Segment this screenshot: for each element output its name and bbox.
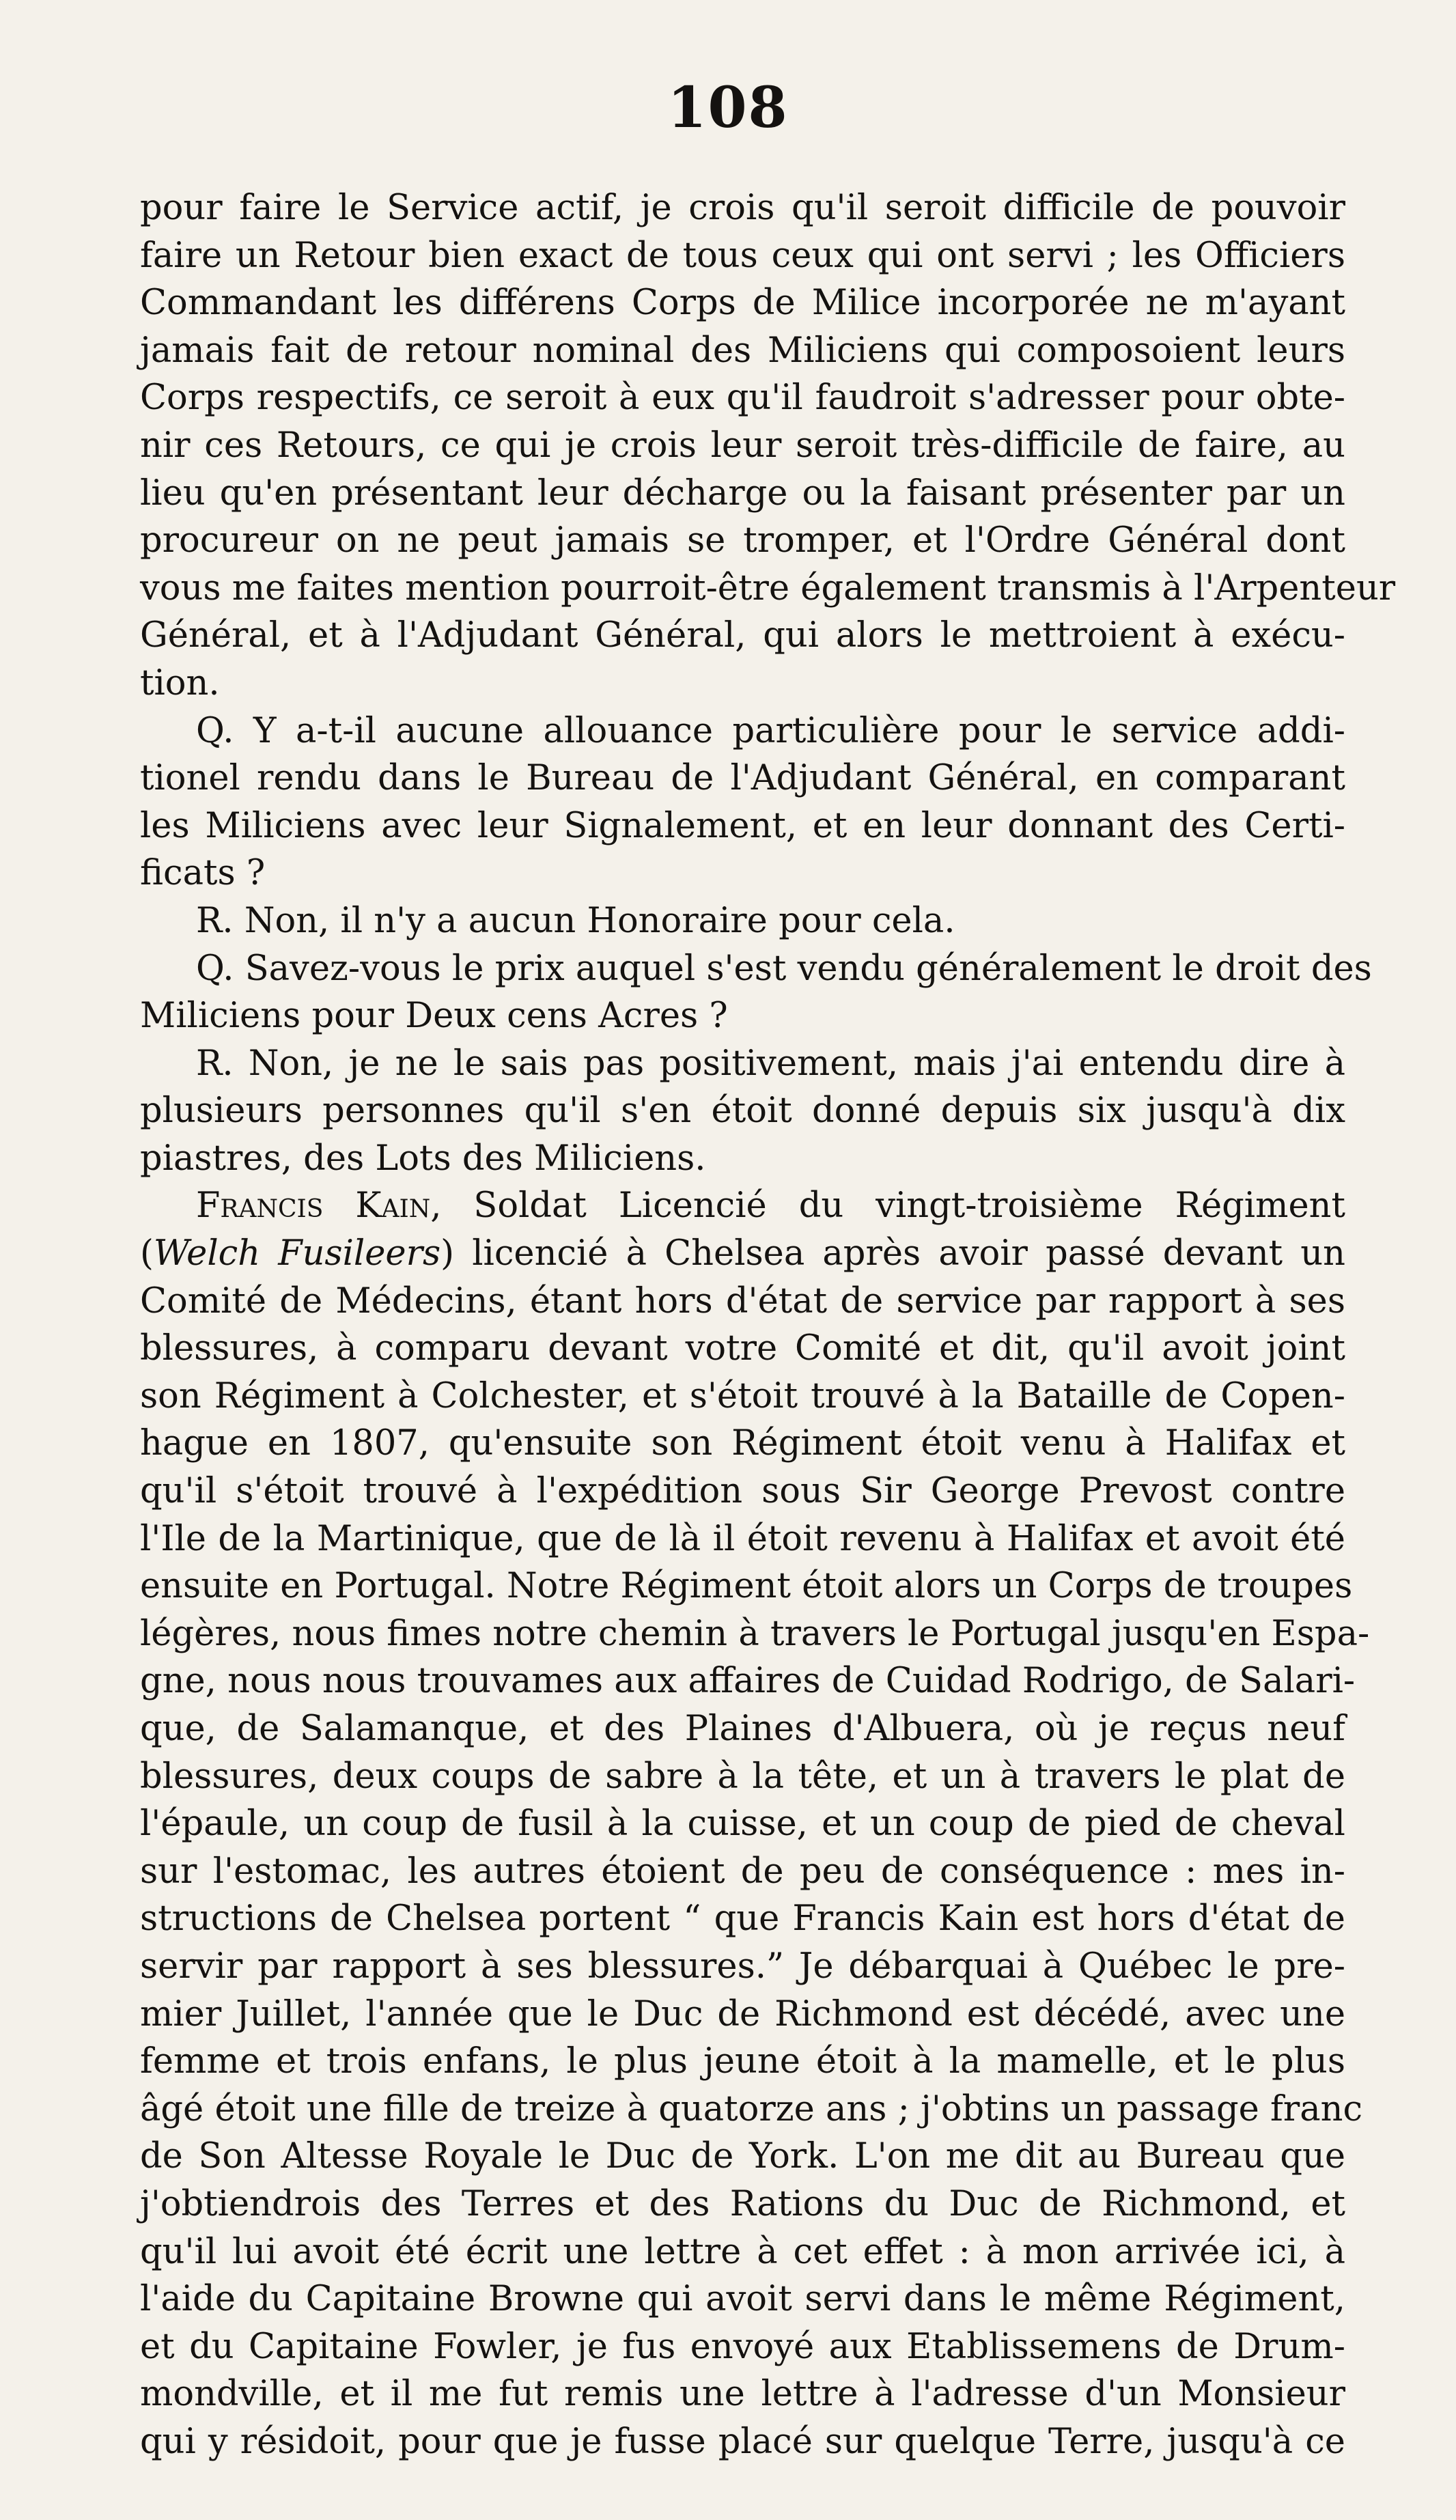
answer-line: R. Non, je ne le sais pas positivement, mais j'ai entendu dire à bbox=[196, 1043, 1345, 1084]
text-line: piastres, des Lots des Miliciens. bbox=[140, 1138, 706, 1179]
text-line: et du Capitaine Fowler, je fus envoyé aux Etablissemens de Drum- bbox=[140, 2326, 1345, 2367]
text-line: l'Ile de la Martinique, que de là il étoit revenu à Halifax et avoit été bbox=[140, 1518, 1345, 1559]
text-line: Comité de Médecins, étant hors d'état de service par rapport à ses bbox=[140, 1280, 1345, 1321]
text-line: servir par rapport à ses blessures.” Je débarquai à Québec le pre- bbox=[140, 1946, 1345, 1987]
text-line: gne, nous nous trouvames aux affaires de Cuidad Rodrigo, de Salari- bbox=[140, 1661, 1356, 1702]
text-segment: Soldat Licencié du vingt-troisième Régiment bbox=[473, 1186, 1346, 1227]
question-line: Q. Savez-vous le prix auquel s'est vendu généralement le droit des bbox=[196, 948, 1372, 989]
text-line: (Welch Fusileers) licencié à Chelsea après avoir passé devant un bbox=[140, 1233, 1346, 1274]
text-line: nir ces Retours, ce qui je crois leur seroit très-difficile de faire, au bbox=[140, 425, 1345, 466]
text-line: vous me faites mention pourroit-être également transmis à l'Arpenteur bbox=[140, 568, 1396, 608]
text-line: mier Juillet, l'année que le Duc de Richmond est décédé, avec une bbox=[140, 1993, 1345, 2034]
text-line: âgé étoit une fille de treize à quatorze ans ; j'obtins un passage franc bbox=[140, 2088, 1363, 2129]
text-line: son Régiment à Colchester, et s'étoit trouvé à la Bataille de Copen- bbox=[140, 1375, 1345, 1416]
text-line: Miliciens pour Deux cens Acres ? bbox=[140, 996, 728, 1037]
page-number: 108 bbox=[667, 75, 789, 141]
text-line: pour faire le Service actif, je crois qu'il seroit difficile de pouvoir bbox=[140, 188, 1345, 228]
text-line: faire un Retour bien exact de tous ceux qui ont servi ; les Officiers bbox=[140, 235, 1345, 276]
text-line: Général, et à l'Adjudant Général, qui alors le mettroient à exécu- bbox=[140, 615, 1345, 656]
text-line: tionel rendu dans le Bureau de l'Adjudant Général, en comparant bbox=[140, 758, 1345, 799]
text-line: femme et trois enfans, le plus jeune étoit à la mamelle, et le plus bbox=[140, 2041, 1345, 2082]
text-line: qu'il s'étoit trouvé à l'expédition sous Sir George Prevost contre bbox=[140, 1471, 1345, 1512]
text-line: qu'il lui avoit été écrit une lettre à cet effet : à mon arrivée ici, à bbox=[140, 2231, 1345, 2272]
text-line: de Son Altesse Royale le Duc de York. L'on me dit au Bureau que bbox=[140, 2136, 1345, 2177]
regiment-name: Welch Fusileers bbox=[153, 1233, 441, 1274]
text-line: l'épaule, un coup de fusil à la cuisse, et un coup de pied de cheval bbox=[140, 1804, 1345, 1845]
text-line: Commandant les différens Corps de Milice incorporée ne m'ayant bbox=[140, 283, 1345, 324]
text-line: j'obtiendrois des Terres et des Rations du Duc de Richmond, et bbox=[140, 2183, 1345, 2224]
text-segment: licencié à Chelsea après avoir passé devant un bbox=[472, 1233, 1346, 1274]
witness-name: Francis Kain, bbox=[196, 1186, 442, 1227]
text-line: structions de Chelsea portent “ que Francis Kain est hors d'état de bbox=[140, 1899, 1345, 1940]
text-line: blessures, à comparu devant votre Comité et dit, qu'il avoit joint bbox=[140, 1328, 1345, 1369]
text-line: jamais fait de retour nominal des Miliciens qui composoient leurs bbox=[140, 330, 1345, 371]
text-line: ficats ? bbox=[140, 853, 266, 894]
text-line: lieu qu'en présentant leur décharge ou la faisant présenter par un bbox=[140, 473, 1345, 514]
text-line: que, de Salamanque, et des Plaines d'Albuera, où je reçus neuf bbox=[140, 1709, 1345, 1749]
text-line: l'aide du Capitaine Browne qui avoit servi dans le même Régiment, bbox=[140, 2279, 1345, 2320]
text-line: les Miliciens avec leur Signalement, et en leur donnant des Certi- bbox=[140, 805, 1345, 846]
answer-line: R. Non, il n'y a aucun Honoraire pour cela. bbox=[196, 900, 955, 941]
text-line: ensuite en Portugal. Notre Régiment étoit alors un Corps de troupes bbox=[140, 1566, 1353, 1607]
text-line: procureur on ne peut jamais se tromper, et l'Ordre Général dont bbox=[140, 520, 1345, 561]
testimony-heading-line bbox=[140, 1182, 1345, 1230]
text-line: qui y résidoit, pour que je fusse placé sur quelque Terre, jusqu'à ce bbox=[140, 2421, 1345, 2462]
text-line: hague en 1807, qu'ensuite son Régiment étoit venu à Halifax et bbox=[140, 1423, 1345, 1464]
text-line: Corps respectifs, ce seroit à eux qu'il faudroit s'adresser pour obte- bbox=[140, 378, 1345, 419]
text-line: légères, nous fimes notre chemin à travers le Portugal jusqu'en Espa- bbox=[140, 1613, 1370, 1654]
text-line: blessures, deux coups de sabre à la tête, et un à travers le plat de bbox=[140, 1756, 1345, 1797]
text-line: mondville, et il me fut remis une lettre à l'adresse d'un Monsieur bbox=[140, 2374, 1345, 2415]
text-line: tion. bbox=[140, 662, 220, 703]
text-line: plusieurs personnes qu'il s'en étoit donné depuis six jusqu'à dix bbox=[140, 1091, 1345, 1132]
question-line: Q. Y a-t-il aucune allouance particulière pour le service addi- bbox=[196, 710, 1345, 751]
body-text bbox=[140, 184, 1396, 2466]
text-line: sur l'estomac, les autres étoient de peu de conséquence : mes in- bbox=[140, 1851, 1345, 1892]
